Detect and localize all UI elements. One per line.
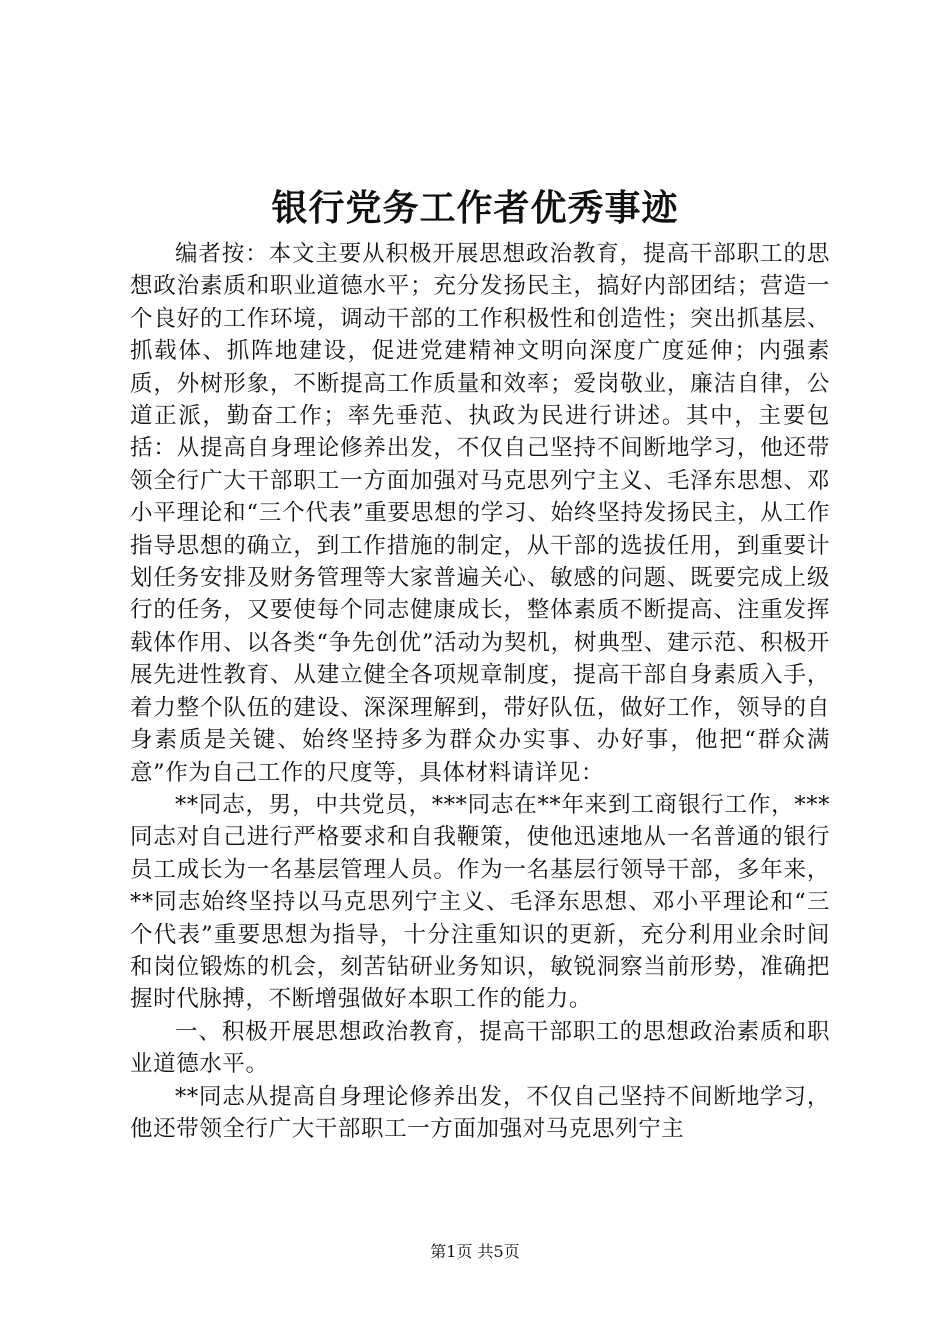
document-title: 银行党务工作者优秀事迹 (271, 187, 679, 229)
body-paragraph: **同志，男，中共党员，***同志在**年来到工商银行工作，***同志对自己进行严格要求和自我鞭策，使他迅速地从一名普通的银行员工成长为一名基层管理人员。作为一名基层行领导干部，多年来，**同志始终坚持以马克思列宁主义、毛泽东思想、邓小平理论和“三个代表”重要思想为指导，十分注重知识的更新，充分利用业余时间和岗位锻炼的机会，刻苦钻研业务知识，敏锐洞察当前形势，准确把握时代脉搏，不断增强做好本职工作的能力。 (130, 791, 830, 1013)
body-paragraph: **同志从提高自身理论修养出发，不仅自己坚持不间断地学习，他还带领全行广大干部职工一方面加强对马克思列宁主 (130, 1083, 830, 1142)
editor-note-paragraph: 编者按：本文主要从积极开展思想政治教育，提高干部职工的思想政治素质和职业道德水平；充分发扬民主，搞好内部团结；营造一个良好的工作环境，调动干部的工作积极性和创造性；突出抓基层、抓载体、抓阵地建设，促进党建精神文明向深度广度延伸；内强素质，外树形象，不断提高工作质量和效率；爱岗敬业，廉洁自律，公道正派，勤奋工作；率先垂范、执政为民进行讲述。其中，主要包括：从提高自身理论修养出发，不仅自己坚持不间断地学习，他还带领全行广大干部职工一方面加强对马克思列宁主义、毛泽东思想、邓小平理论和“三个代表”重要思想的学习、始终坚持发扬民主，从工作指导思想的确立，到工作措施的制定，从干部的选拔任用，到重要计划任务安排及财务管理等大家普遍关心、敏感的问题、既要完成上级行的任务，又要使每个同志健康成长，整体素质不断提高、注重发挥载体作用、以各类“争先创优”活动为契机，树典型、建示范、积极开展先进性教育、从建立健全各项规章制度，提高干部自身素质入手，着力整个队伍的建设、深深理解到，带好队伍，做好工作，领导的自身素质是关键、始终坚持多为群众办实事、办好事，他把“群众满意”作为自己工作的尺度等，具体材料请详见： (130, 241, 830, 786)
page-number-footer: 第1页 共5页 (430, 1242, 520, 1261)
section-heading-paragraph: 一、积极开展思想政治教育，提高干部职工的思想政治素质和职业道德水平。 (130, 1018, 830, 1078)
document-body (130, 238, 830, 1145)
